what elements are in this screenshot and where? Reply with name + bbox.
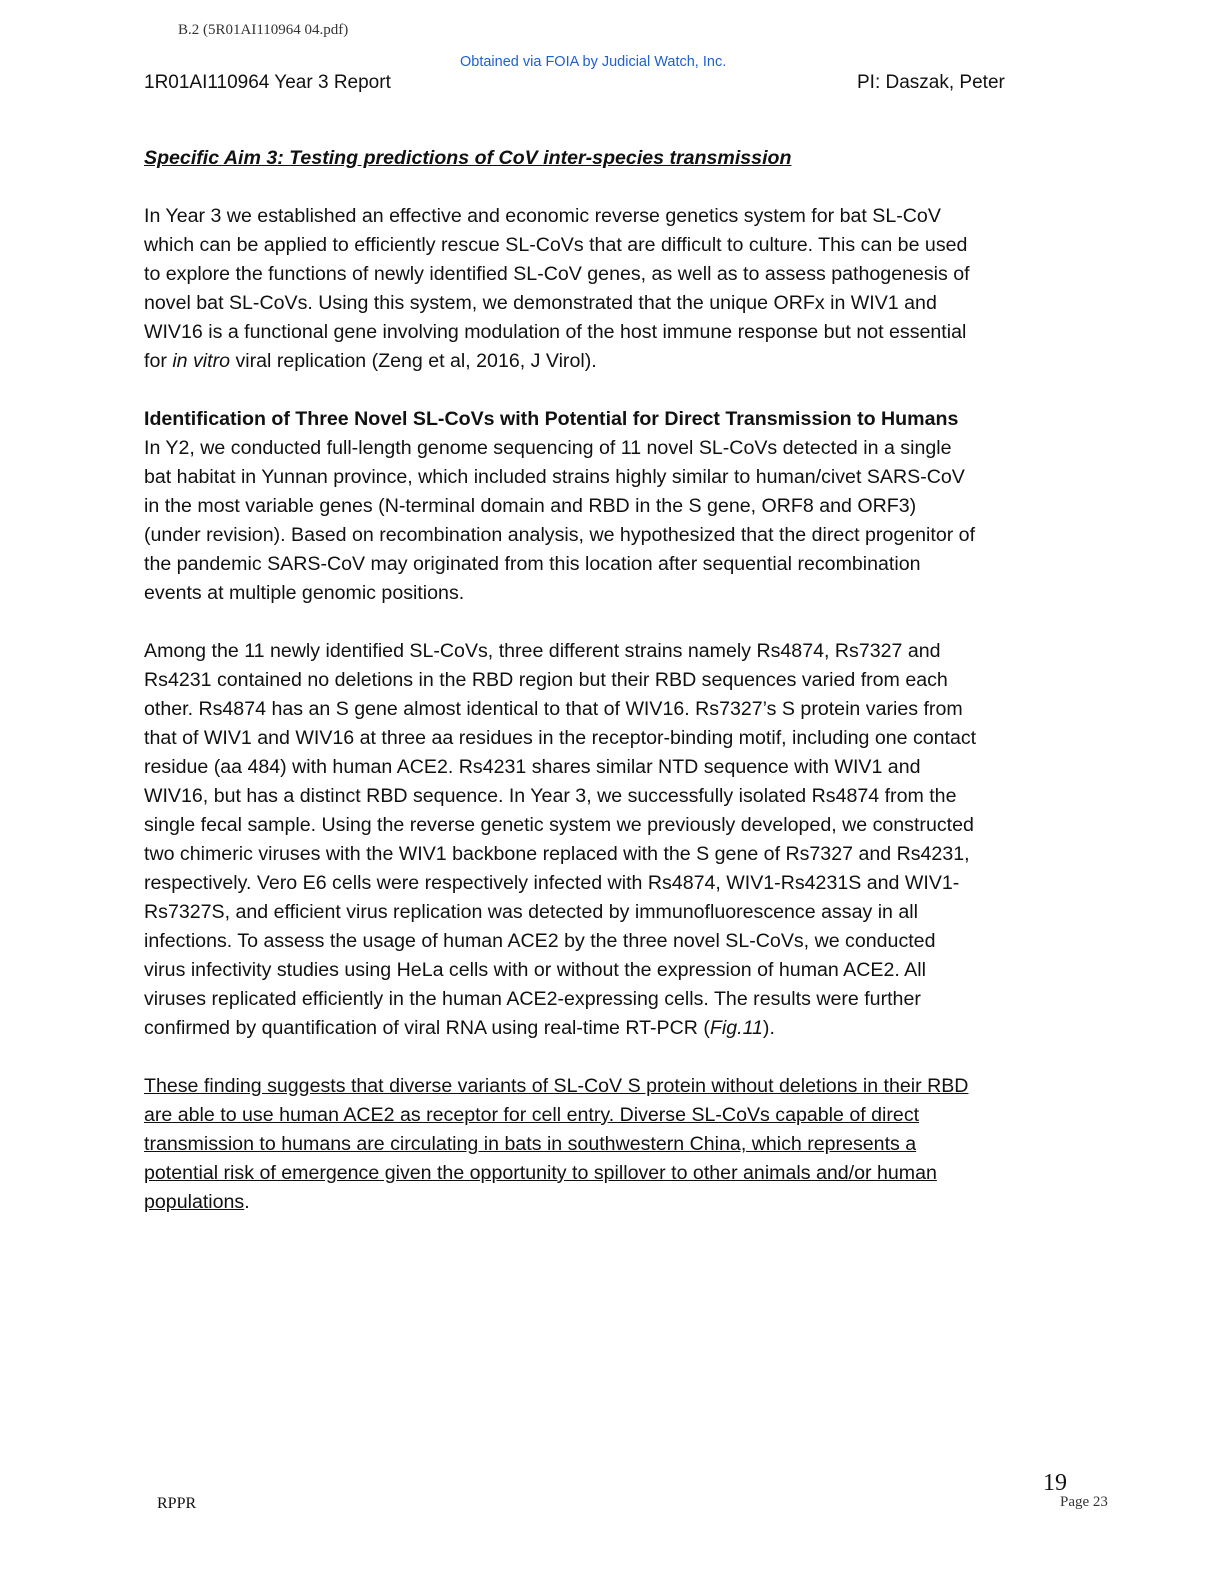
text-line: transmission to humans are circulating in bats in southwestern China, which represents a [144,1133,917,1155]
text-line: novel bat SL-CoVs. Using this system, we demonstrated that the unique ORFx in WIV1 and [144,292,937,314]
text-line [144,1014,1074,1043]
text-fragment: confirmed by quantification of viral RNA using real-time RT-PCR ( [144,1017,710,1039]
section-subheading: Identification of Three Novel SL-CoVs with Potential for Direct Transmission to Humans [144,408,959,430]
paragraph-strains [144,637,1074,1043]
text-line: in the most variable genes (N-terminal domain and RBD in the S gene, ORF8 and ORF3) [144,495,917,517]
grant-id-header: 1R01AI110964 Year 3 Report [144,72,391,93]
text-line: Rs7327S, and efficient virus replication was detected by immunofluorescence assay in all [144,901,919,923]
paragraph-novel-slcovs [144,405,1074,608]
pi-name-header: PI: Daszak, Peter [857,72,1005,93]
text-fragment: . [244,1191,250,1213]
text-line: infections. To assess the usage of human ACE2 by the three novel SL-CoVs, we conducted [144,930,936,952]
text-line: the pandemic SARS-CoV may originated from this location after sequential recombination [144,553,921,575]
text-line [144,347,1074,376]
paragraph-reverse-genetics [144,202,1074,376]
text-line: viruses replicated efficiently in the human ACE2-expressing cells. The results were further [144,988,921,1010]
text-line: single fecal sample. Using the reverse genetic system we previously developed, we constructed [144,814,974,836]
text-line: Rs4231 contained no deletions in the RBD region but their RBD sequences varied from each [144,669,948,691]
text-line: are able to use human ACE2 as receptor for cell entry. Diverse SL-CoVs capable of direct [144,1104,920,1126]
text-line: other. Rs4874 has an S gene almost identical to that of WIV16. Rs7327’s S protein varies from [144,698,963,720]
text-line: to explore the functions of newly identified SL-CoV genes, as well as to assess pathogenesis of [144,263,970,285]
text-line: In Year 3 we established an effective and economic reverse genetics system for bat SL-CoV [144,205,941,227]
text-line: (under revision). Based on recombination analysis, we hypothesized that the direct progenitor of [144,524,976,546]
text-line: that of WIV1 and WIV16 at three aa residues in the receptor-binding motif, including one contact [144,727,977,749]
text-line: potential risk of emergence given the opportunity to spillover to other animals and/or human [144,1162,937,1184]
text-line: Among the 11 newly identified SL-CoVs, three different strains namely Rs4874, Rs7327 and [144,640,941,662]
text-fragment: ). [762,1017,775,1039]
aim-heading: Specific Aim 3: Testing predictions of CoV inter-species transmission [144,147,792,169]
text-fragment: viral replication (Zeng et al, 2016, J Virol). [230,350,597,372]
paragraph-conclusion [144,1072,1074,1217]
footer-rppr: RPPR [157,1495,197,1512]
text-line: These finding suggests that diverse variants of SL-CoV S protein without deletions in their RBD [144,1075,969,1097]
foia-stamp: Obtained via FOIA by Judicial Watch, Inc. [460,54,727,70]
text-line: which can be applied to efficiently rescue SL-CoVs that are difficult to culture. This can be used [144,234,968,256]
text-line: respectively. Vero E6 cells were respectively infected with Rs4874, WIV1-Rs4231S and WIV1- [144,872,960,894]
page-number: 19 [1043,1470,1067,1496]
text-line: events at multiple genomic positions. [144,582,465,604]
figure-reference: Fig.11 [709,1017,763,1039]
text-fragment: for [144,350,173,372]
text-line: virus infectivity studies using HeLa cells with or without the expression of human ACE2. All [144,959,926,981]
text-line: two chimeric viruses with the WIV1 backbone replaced with the S gene of Rs7327 and Rs4231, [144,843,970,865]
text-line [144,1188,1074,1217]
text-fragment: populations [144,1191,245,1213]
italic-term: in vitro [172,350,231,372]
text-line: bat habitat in Yunnan province, which included strains highly similar to human/civet SARS-CoV [144,466,965,488]
page-label: Page 23 [1060,1494,1108,1510]
file-label: B.2 (5R01AI110964 04.pdf) [178,22,349,38]
text-line: WIV16, but has a distinct RBD sequence. In Year 3, we successfully isolated Rs4874 from the [144,785,957,807]
text-line: WIV16 is a functional gene involving modulation of the host immune response but not essential [144,321,967,343]
text-line: residue (aa 484) with human ACE2. Rs4231 shares similar NTD sequence with WIV1 and [144,756,921,778]
text-line: In Y2, we conducted full-length genome sequencing of 11 novel SL-CoVs detected in a single [144,437,952,459]
report-body [144,144,1074,1246]
